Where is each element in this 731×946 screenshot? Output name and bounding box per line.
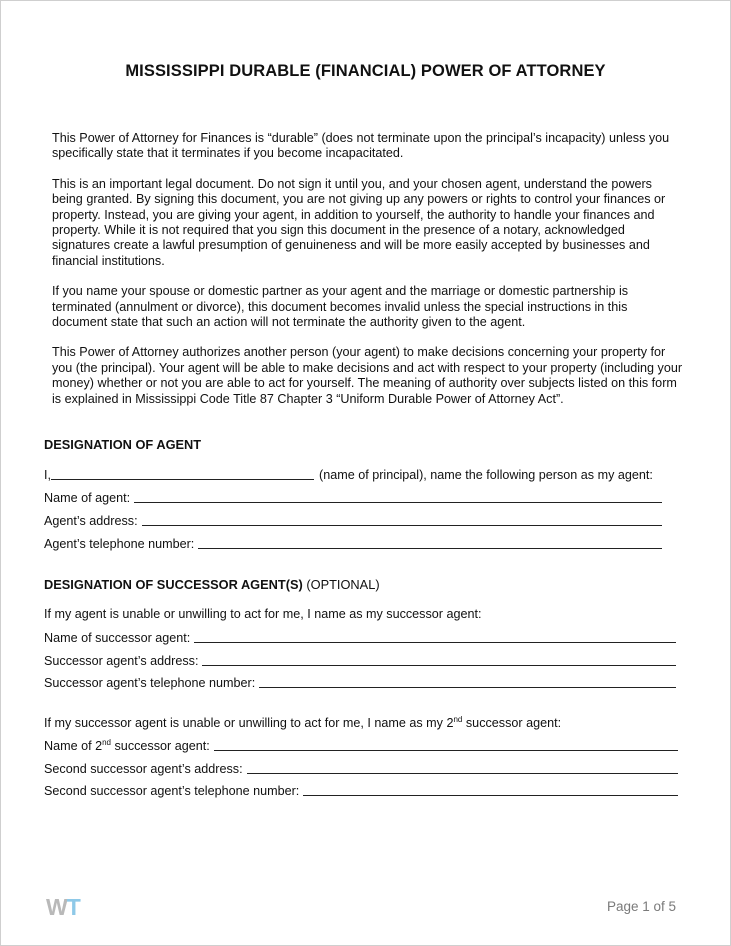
successor-phone-row — [44, 674, 676, 690]
principal-prefix: I, — [44, 468, 51, 482]
wt-logo — [46, 894, 80, 921]
principal-suffix: (name of principal), name the following person as my agent: — [319, 468, 653, 482]
successor-name-row — [44, 629, 676, 645]
successor-address-label: Successor agent’s address: — [44, 654, 199, 668]
second-successor-phone-field[interactable] — [303, 795, 678, 796]
document-title: MISSISSIPPI DURABLE (FINANCIAL) POWER OF ATTORNEY — [125, 62, 606, 80]
agent-name-row — [44, 489, 662, 505]
logo-letter-w: W — [46, 894, 67, 920]
second-name-text-b: successor agent: — [111, 739, 210, 753]
second-intro-text-b: successor agent: — [462, 716, 562, 730]
principal-name-field[interactable] — [51, 479, 314, 480]
second-successor-name-row — [44, 737, 678, 753]
agent-name-field[interactable] — [134, 502, 662, 503]
agent-phone-label: Agent’s telephone number: — [44, 537, 195, 551]
successor-address-field[interactable] — [202, 665, 676, 666]
second-successor-name-label — [44, 738, 214, 753]
agent-phone-field[interactable] — [198, 548, 662, 549]
intro-paragraph: If you name your spouse or domestic partner as your agent and the marriage or domestic partnership is terminated (annulment or divorce), this document becomes invalid unless the special instructions in this document state that such an action will not terminate the authority given to the agent. — [52, 284, 629, 330]
successor-heading-text: DESIGNATION OF SUCCESSOR AGENT(S) — [44, 577, 303, 592]
second-successor-address-row — [44, 760, 678, 776]
successor-phone-field[interactable] — [259, 687, 676, 688]
successor-phone-label: Successor agent’s telephone number: — [44, 676, 256, 690]
agent-address-field[interactable] — [142, 525, 662, 526]
intro-text — [52, 131, 684, 422]
intro-paragraph: This is an important legal document. Do not sign it until you, and your chosen agent, understand the powers being granted. By signing this document, you are not giving up any powers or rights to control your finances or property. Instead, you are giving your agent, in addition to yourself, the authority to handle your finances and property. While it is not required that you sign this document in the presence of a notary, acknowledged signatures create a lawful presumption of genuineness and will be more easily accepted by businesses and financial institutions. — [52, 176, 666, 268]
intro-paragraph: This Power of Attorney for Finances is “durable” (does not terminate upon the principal’s incapacity) unless you specifically state that it terminates if you become incapacitated. — [52, 131, 670, 161]
agent-address-row — [44, 512, 662, 528]
second-name-text-a: Name of 2 — [44, 739, 103, 753]
second-successor-name-field[interactable] — [214, 750, 678, 751]
agent-address-label: Agent’s address: — [44, 514, 138, 528]
agent-name-label: Name of agent: — [44, 491, 131, 505]
successor-address-row — [44, 652, 676, 668]
second-successor-intro — [44, 715, 561, 730]
successor-name-field[interactable] — [194, 642, 676, 643]
second-intro-sup: nd — [453, 715, 463, 724]
second-successor-address-field[interactable] — [247, 773, 678, 774]
second-successor-address-label: Second successor agent’s address: — [44, 762, 243, 776]
successor-heading-note: (OPTIONAL) — [306, 577, 380, 592]
intro-paragraph: This Power of Attorney authorizes another person (your agent) to make decisions concerning your property for you (the principal). Your agent will be able to make decisions and act with respect to your property (including your money) whether or not you are able to act for yourself. The meaning of authority over subjects listed on this form is explained in Mississippi Code Title 87 Chapter 3 “Uniform Durable Power of Attorney Act”. — [52, 345, 683, 406]
second-successor-phone-label: Second successor agent’s telephone number: — [44, 784, 300, 798]
page-number: Page 1 of 5 — [607, 899, 677, 914]
second-name-sup: nd — [102, 738, 112, 747]
second-successor-phone-row — [44, 782, 678, 798]
successor-name-label: Name of successor agent: — [44, 631, 191, 645]
successor-section-heading — [44, 577, 380, 592]
successor-intro: If my agent is unable or unwilling to act for me, I name as my successor agent: — [44, 607, 482, 621]
principal-name-row — [44, 466, 662, 482]
second-intro-text-a: If my successor agent is unable or unwilling to act for me, I name as my 2 — [44, 716, 454, 730]
agent-section-heading: DESIGNATION OF AGENT — [44, 437, 202, 452]
logo-letter-t: T — [66, 894, 80, 920]
agent-phone-row — [44, 535, 662, 551]
